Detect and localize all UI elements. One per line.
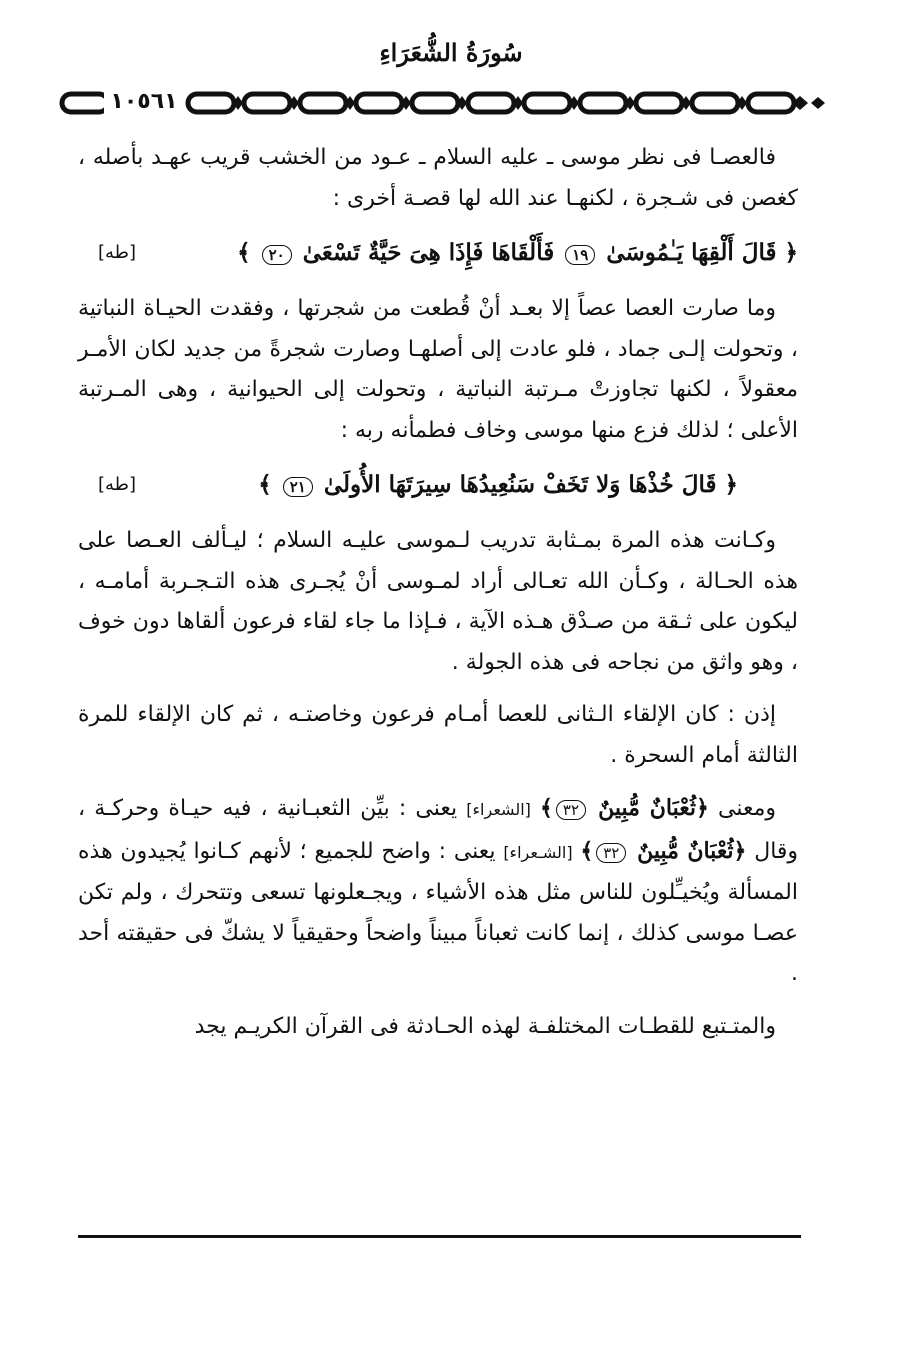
ornate-bracket-close: ﴾ — [237, 238, 251, 266]
verse-number-marker: ٢١ — [283, 477, 313, 497]
ornate-bracket-open: ﴿ — [784, 238, 798, 266]
paragraph-5-end: يعنى : واضح للجميع ؛ لأنهم كـانوا يُجيدون هذه المسألة ويُخيـِّلون للناس مثل هذه الأشياء ، ويجـعلونها تسعى وتتحرك ، ولم تكن عصـا موسى كذلك ، إنما كانت ثعباناً مبيناً واضحاً وحقيقياً لا يشكّ فى حقيقته أحد . — [78, 838, 798, 986]
quran-verse-1 — [78, 231, 798, 275]
verse-21-text: قَالَ خُذْهَا وَلا تَخَفْ سَنُعِيدُهَا سِيرَتَهَا الأُولَىٰ — [323, 470, 717, 498]
paragraph-2 — [78, 289, 798, 451]
surah-reference: [الشعراء] — [466, 800, 531, 819]
verse-number-marker: ١٩ — [565, 245, 595, 265]
surah-reference: [طه] — [98, 473, 137, 495]
inline-verse-1: ﴿ثُعْبَانٌ مُّبِينٌ — [598, 795, 709, 821]
paragraph-2-text: وما صارت العصا عصاً إلا بعـد أنْ قُطعت من شجرتها ، وفقدت الحيـاة النباتية ، وتحولت إلـى جماد ، فلو عادت إلى أصلهـا وصارت شجرةً من جديد لكان الأمـر معقولاً ، لكنها تجاوزتْ مـرتبة النباتية ، وتحولت إلى الحيوانية ، وهى المـرتبة الأعلى ؛ لذلك فزع منها موسى وخاف فطمأنه ربه : — [78, 296, 798, 443]
verse-number-marker: ٢٠ — [262, 245, 292, 265]
verse-19-text: قَالَ أَلْقِهَا يَـٰمُوسَىٰ — [606, 238, 777, 266]
paragraph-3 — [78, 521, 798, 683]
quran-verse-2 — [78, 463, 798, 507]
paragraph-6 — [78, 1007, 798, 1048]
ornate-bracket-open: ﴿ — [724, 470, 738, 498]
paragraph-3-text: وكـانت هذه المرة بمـثابة تدريب لـموسى عليـه السلام ؛ ليـألف العـصا على هذه الحـالة ، وكـأن الله تعـالى أراد لمـوسى أنْ يُجـرى هذه التـجـربة أمامـه ، ليكون على ثـقة من صـدْق هـذه الآية ، فـإذا ما جاء لقاء فرعون ألقاها دون خوف ، وهو واثق من نجاحه فى هذه الجولة . — [78, 528, 798, 675]
page-number: ١٠٥٦١ — [104, 87, 184, 117]
surah-reference: [الشـعراء] — [503, 842, 573, 862]
quran-verse-2-text — [258, 465, 738, 506]
verse-number-marker: ٣٢ — [596, 843, 626, 863]
verse-number-marker: ٣٢ — [556, 800, 586, 820]
paragraph-6-text: والمتـتبع للقطـات المختلفـة لهذه الحـادثة فى القرآن الكريـم يجد — [194, 1013, 776, 1039]
footer-divider — [78, 1235, 801, 1238]
inline-verse-2: ﴿ثُعْبَانٌ مُّبِينٌ — [637, 837, 747, 864]
paragraph-4-text: إذن : كان الإلقاء الـثانى للعصا أمـام فرعون وخاصتـه ، ثم كان الإلقاء للمرة الثالثة أمام السحرة . — [78, 702, 798, 768]
paragraph-5-middle: يعنى : بيِّن الثعبـانية ، فيه حيـاة وحركـة ، وقال — [78, 796, 799, 864]
surah-title: سُورَةُ الشُّعَرَاءِ — [379, 38, 523, 67]
paragraph-5 — [78, 788, 798, 995]
surah-reference: [طه] — [98, 241, 137, 263]
ornate-bracket-close: ﴾ — [540, 795, 553, 821]
paragraph-4 — [78, 695, 798, 776]
verse-20-text: فَأَلْقَاهَا فَإِذَا هِىَ حَيَّةٌ تَسْعَىٰ — [302, 238, 555, 266]
paragraph-5-lead: ومعنى — [718, 796, 776, 821]
ornate-bracket-close: ﴾ — [580, 837, 594, 864]
paragraph-1-text: فالعصـا فى نظر موسى ـ عليه السلام ـ عـود من الخشب قريب عهـد بأصله ، كغصن فى شـجرة ، لكنهـا عند الله لها قصـة أخرى : — [78, 145, 798, 211]
paragraph-1 — [78, 138, 798, 219]
ornate-bracket-close: ﴾ — [258, 470, 272, 498]
quran-verse-1-text — [237, 233, 798, 274]
page-body — [78, 138, 798, 1059]
